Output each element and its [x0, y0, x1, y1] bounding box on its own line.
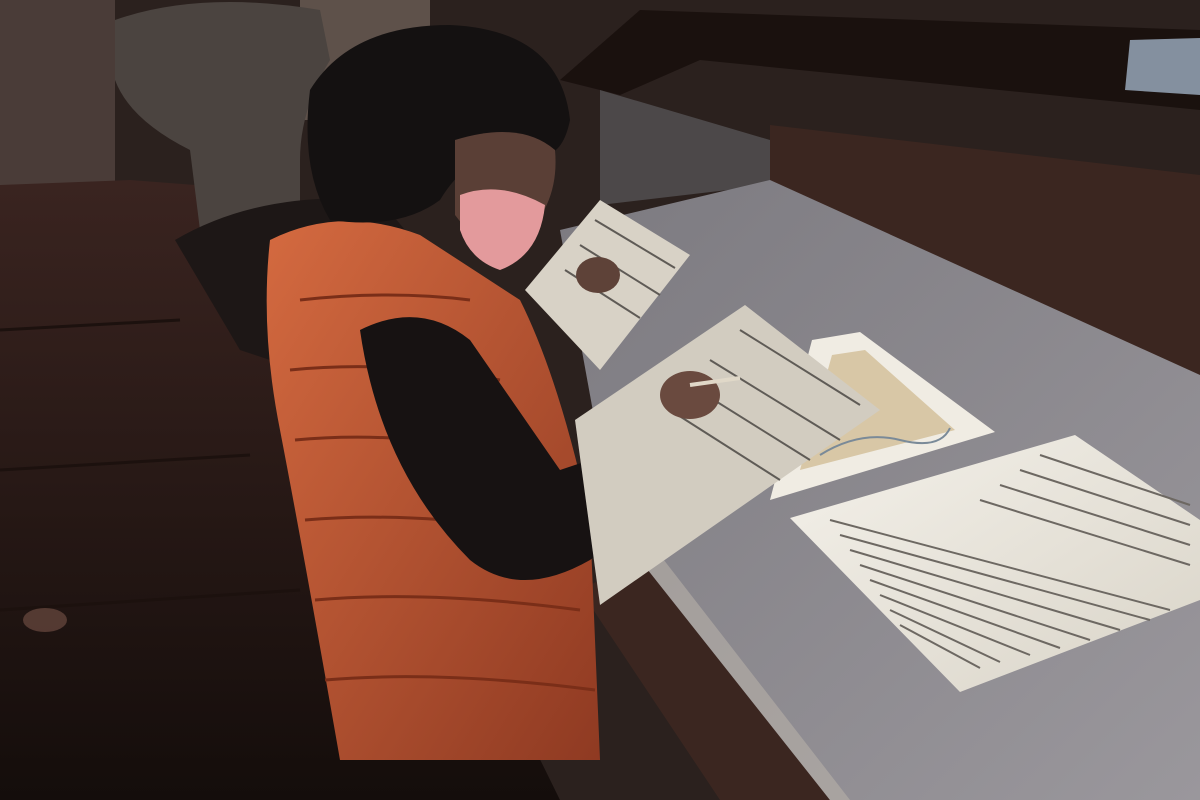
girl-hand — [660, 371, 720, 419]
case-top-glass-highlight — [1125, 38, 1200, 95]
second-child-hand — [576, 257, 620, 293]
light-wall-panel — [0, 0, 115, 190]
floor-light-reflection — [23, 608, 67, 632]
